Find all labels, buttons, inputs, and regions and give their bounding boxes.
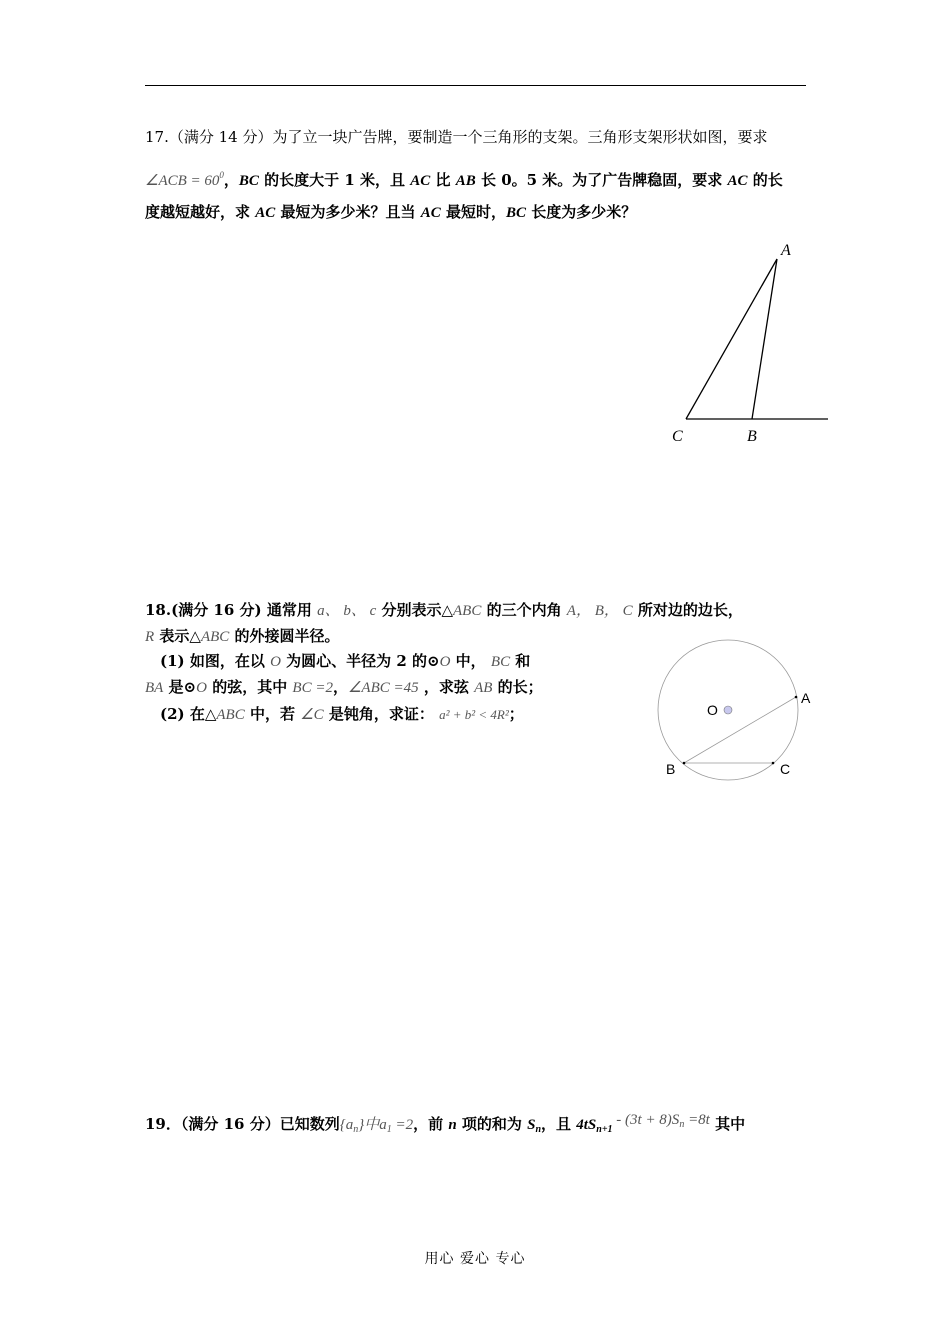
page-footer: 用心 爱心 专心 bbox=[424, 1251, 526, 1267]
p17-line2: ∠ACB = $60^0$，BC 的长度大于 1 米，且 AC 比 AB 长 0。5 米。为了广告牌稳固，要求 AC 的长 bbox=[145, 170, 783, 189]
p17-triangle-figure bbox=[660, 235, 840, 455]
p18-part1-line2: BA 是⊙O 的弦，其中 BC =2，∠ABC =45 ，求弦 AB 的长； bbox=[145, 678, 543, 696]
p18-label-A: A bbox=[801, 690, 811, 706]
p17-angle-expr: ∠ACB = $60^0$ bbox=[145, 170, 224, 189]
p19-formula: - $(3t + 8)S_n =8t$ bbox=[612, 1112, 710, 1130]
p18-label-C: C bbox=[780, 761, 791, 777]
p17-line3: 度越短越好，求 AC 最短为多少米？且当 AC 最短时，BC 长度为多少米？ bbox=[145, 203, 637, 221]
p18-label-B: B bbox=[666, 761, 676, 777]
p19-line1: 19．（满分 16 分）已知数列$\{a_n\}$中$a_1 =2$，前 n 项的和为 $S_n$，且 $4tS_{n+1} - (3t + 8)S_n =8t$ 其中 bbox=[145, 1112, 746, 1135]
p18-part1-line1: (1) 如图，在以 O 为圆心、半径为 2 的⊙O 中， BC 和 bbox=[160, 652, 531, 670]
header-rule bbox=[145, 85, 806, 86]
p18-circle-figure bbox=[650, 635, 820, 785]
p17-line1: 17.（满分 14 分）为了立一块广告牌，要制造一个三角形的支架。三角形支架形状如图，要求 bbox=[145, 128, 768, 146]
p18-line2: R 表示△ABC 的外接圆半径。 bbox=[145, 627, 340, 645]
p17-label-C: C bbox=[672, 428, 683, 445]
p17-label-A: A bbox=[781, 242, 791, 259]
p18-label-O: O bbox=[707, 702, 718, 718]
p19-sequence: $\{a_n\}$中$a_1 =2$ bbox=[339, 1117, 414, 1135]
p18-part2-line: (2) 在△ABC 中，若 ∠C 是钝角，求证： a² + b² < 4R²； bbox=[160, 705, 524, 723]
p17-label-B: B bbox=[747, 428, 757, 445]
p18-line1: 18.(满分 16 分) 通常用 a、 b、 c 分别表示△ABC 的三个内角 A， B， C 所对边的边长， bbox=[145, 601, 743, 619]
